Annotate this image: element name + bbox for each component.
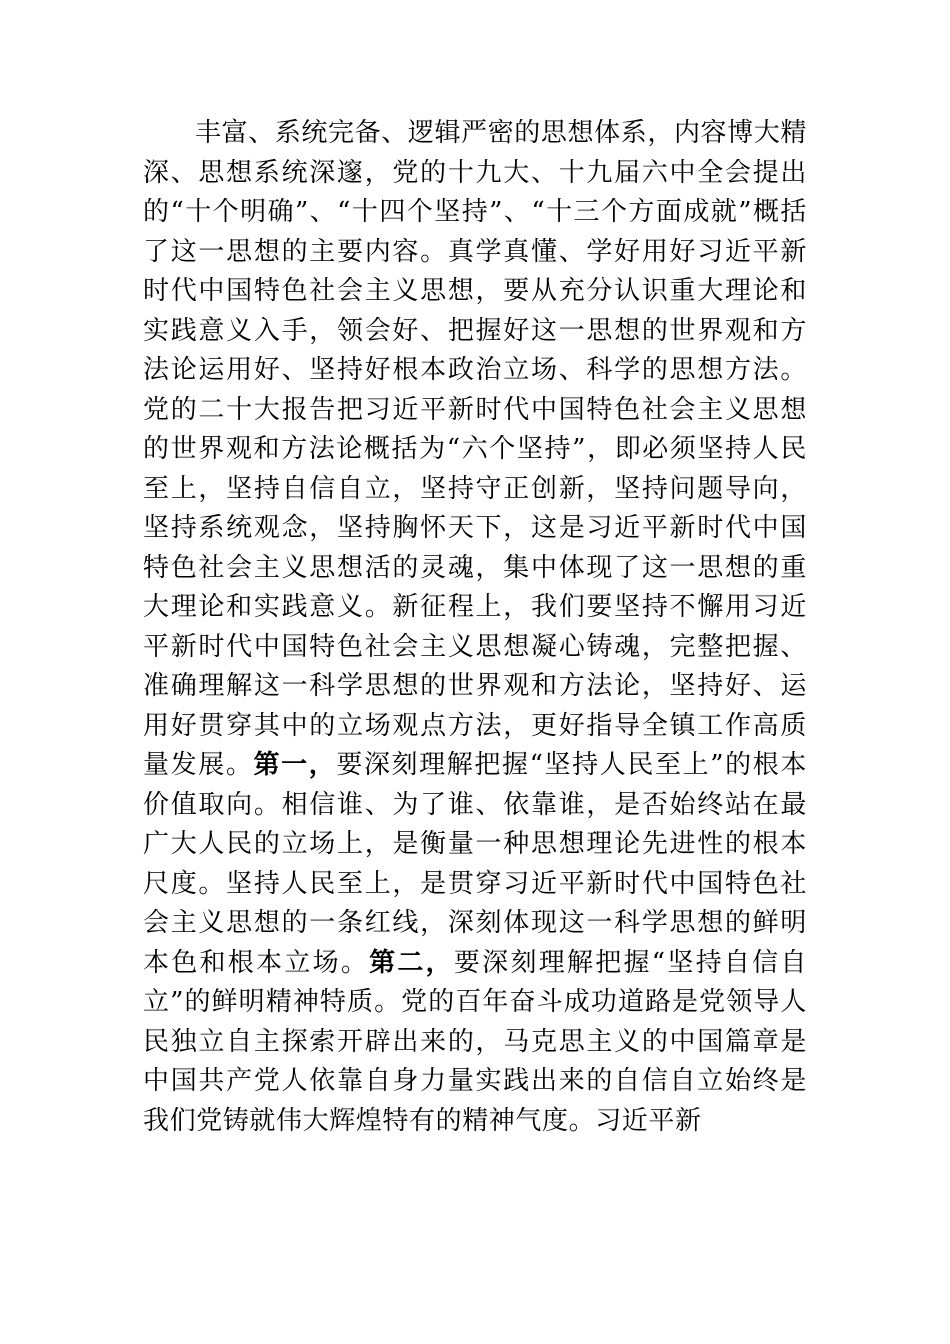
bold-heading-second: 第二， (369, 947, 454, 978)
text-segment: 要深刻理解把握“坚持人民至上”的根本价值取向。相信谁、为了谁、依靠谁，是否始终站在最广大人民的立场上，是衡量一种思想理论先进性的根本尺度。坚持人民至上，是贯穿习近平新时代中国特色社会主义思想的一条红线，深刻体现这一科学思想的鲜明本色和根本立场。 (143, 750, 807, 978)
bold-heading-first: 第一， (253, 750, 337, 780)
body-paragraph (143, 114, 807, 1141)
text-segment: 丰富、系统完备、逻辑严密的思想体系，内容博大精深、思想系统深邃，党的十九大、十九届六中全会提出的“十个明确”、“十四个坚持”、“十三个方面成就”概括了这一思想的主要内容。真学真懂、学好用好习近平新时代中国特色社会主义思想，要从充分认识重大理论和实践意义入手，领会好、把握好这一思想的世界观和方法论运用好、坚持好根本政治立场、科学的思想方法。党的二十大报告把习近平新时代中国特色社会主义思想的世界观和方法论概括为“六个坚持”，即必须坚持人民至上，坚持自信自立，坚持守正创新，坚持问题导向，坚持系统观念，坚持胸怀天下，这是习近平新时代中国特色社会主义思想活的灵魂，集中体现了这一思想的重大理论和实践意义。新征程上，我们要坚持不懈用习近平新时代中国特色社会主义思想凝心铸魂，完整把握、准确理解这一科学思想的世界观和方法论，坚持好、运用好贯穿其中的立场观点方法，更好指导全镇工作高质量发展。 (143, 118, 807, 780)
text-segment: 要深刻理解把握“坚持自信自立”的鲜明精神特质。党的百年奋斗成功道路是党领导人民独立自主探索开辟出来的，马克思主义的中国篇章是中国共产党人依靠自身力量实践出来的自信自立始终是我们党铸就伟大辉煌特有的精神气度。习近平新 (143, 947, 807, 1136)
